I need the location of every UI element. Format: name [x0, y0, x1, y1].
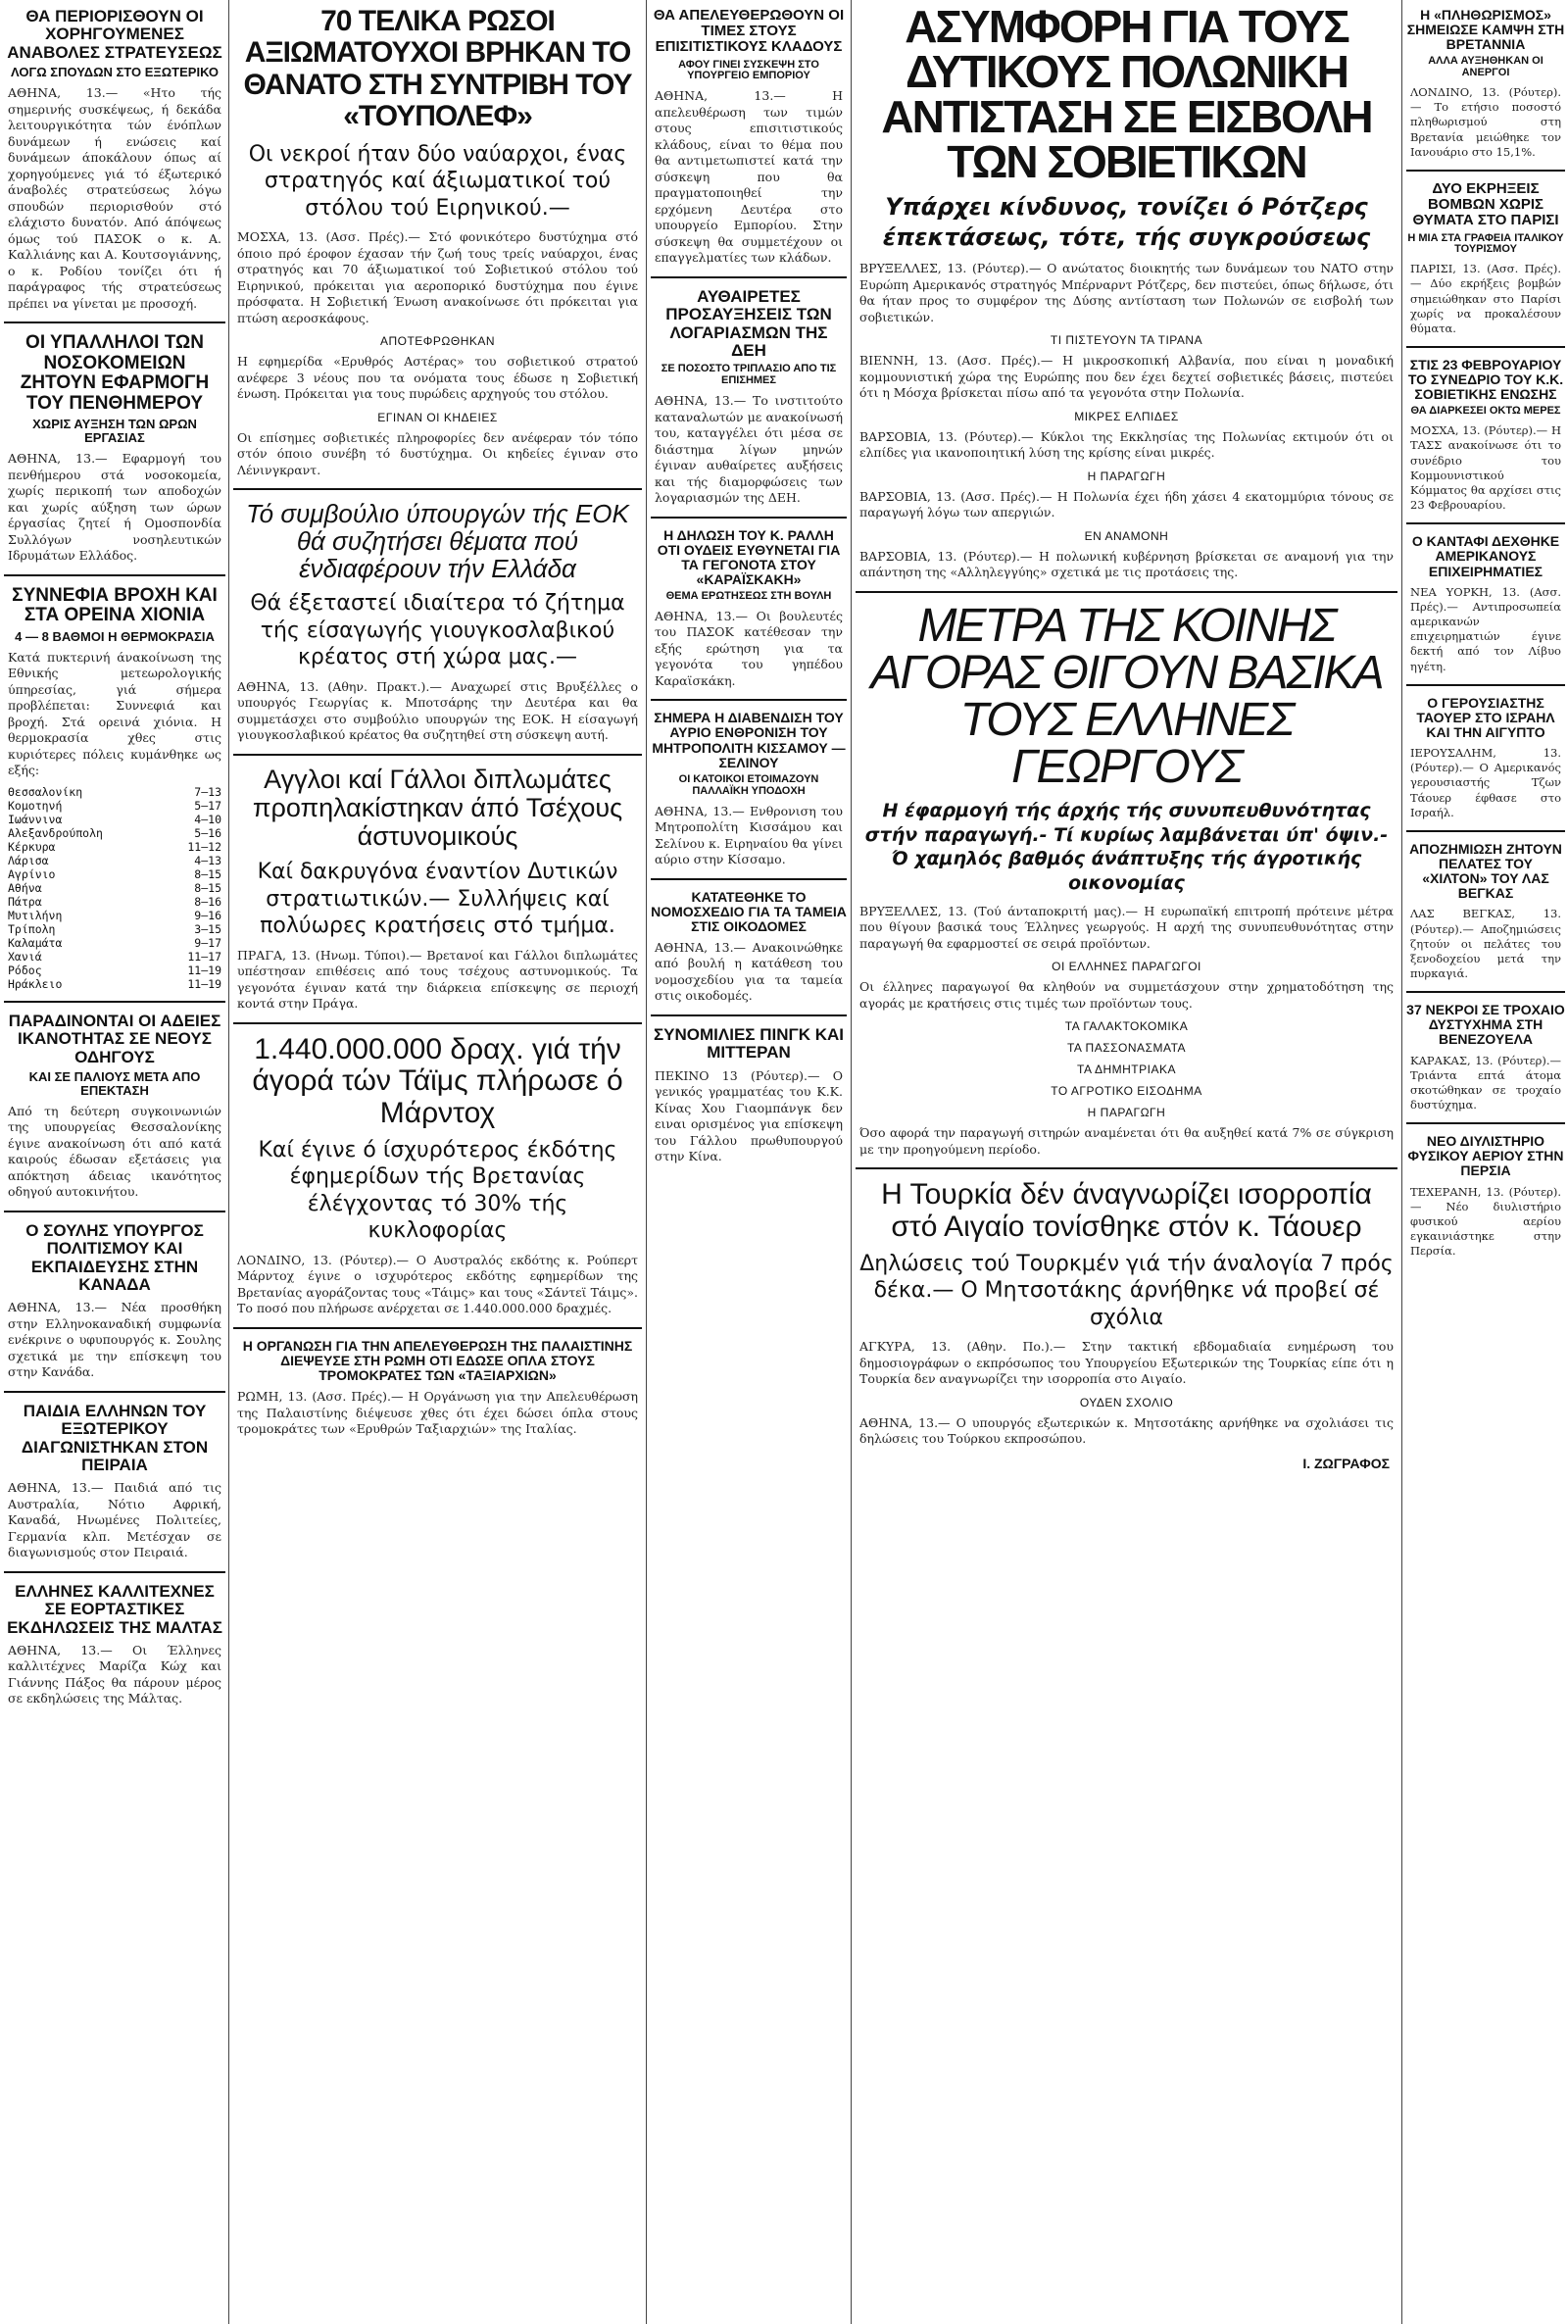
article-polish-resistance: ΒΡΥΞΕΛΛΕΣ, 13. (Ρόυτερ).— Ο ανώτατος διοικητής των δυνάμεων του ΝΑΤΟ στην Ευρώπη Αμερικανός στρατηγός Μπέρναρντ Ρότζερς, δεν πιστεύει, όπως δήλωσε, ότι θα ήταν προς το συμφέρον της Δύσης αντίσταση των Πολωνών σε εισβολή των σοβιετικών.	[859, 261, 1394, 324]
article-production-2: Όσο αφορά την παραγωγή σιτηρών αναμένεται ότι θα αυξηθεί κατά 7% σε σύγκριση με την προηγούμενη περίοδο.	[859, 1125, 1394, 1157]
headline-children-contest: ΠΑΙΔΙΑ ΕΛΛΗΝΩΝ ΤΟΥ ΕΞΩΤΕΡΙΚΟΥ ΔΙΑΓΩΝΙΣΤΗΚΑΝ ΣΤΟΝ ΠΕΙΡΑΙΑ	[21, 1401, 209, 1474]
section-funerals: ΕΓΙΝΑΝ ΟΙ ΚΗΔΕΙΕΣ	[377, 410, 498, 424]
headline-metropolitan: ΣΗΜΕΡΑ Η ΔΙΑΒΕΝΔΙΣΗ ΤΟΥ ΑΥΡΙΟ ΕΝΘΡΟΝΙΣΗ ΤΟΥ ΜΗΤΡΟΠΟΛΙΤΗ ΚΙΣΣΑΜΟΥ — ΣΕΛΙΝΟΥ	[652, 710, 846, 770]
article-no-comment: ΑΘΗΝΑ, 13.— Ο υπουργός εξωτερικών κ. Μητσοτάκης αρνήθηκε να σχολιάσει τις δηλώσεις του Τούρκου εκπροσώπου.	[859, 1414, 1394, 1447]
article-murdoch-times: ΛΟΝΔΙΝΟ, 13. (Ρόυτερ).— Ο Αυστραλός εκδότης κ. Ρούπερτ Μάρντοχ έγινε ο ισχυρότερος εκδότης εφημερίδων της Βρετανίας αγοράζοντας τους «Τάιμς» και τους «Σάντεϊ Τάιμς». Το ποσό που πλήρωσε ανέρχεται σε 1.440.000.000 δραχμές.	[237, 1252, 638, 1316]
weather-row	[4, 813, 225, 826]
divider	[1406, 1122, 1565, 1124]
divider	[1406, 522, 1565, 524]
subhead-murdoch-times: Καί έγινε ό ίσχυρότερος έκδότης έφημερίδων τής Βρετανίας έλέγχοντας τό 30% τής κυκλοφορίας	[258, 1137, 617, 1244]
divider	[4, 1001, 225, 1003]
column-5	[1406, 0, 1565, 1264]
headline-eec-farmers: ΜΕΤΡΑ ΤΗΣ ΚΟΙΝΗΣ ΑΓΟΡΑΣ ΘΙΓΟΥΝ ΒΑΣΙΚΑ ΤΟΥΣ ΕΛΛΗΝΕΣ ΓΕΩΡΓΟΥΣ	[870, 599, 1383, 793]
article-waiting: ΒΑΡΣΟΒΙΑ, 13. (Ρόυτερ).— Η πολωνική κυβέρνηση βρίσκεται σε αναμονή για την απάντηση της «Αλληλεγγύης» σχετικά με τις προτάσεις της.	[859, 548, 1394, 580]
weather-row	[4, 826, 225, 840]
subhead-weather: 4 — 8 ΒΑΘΜΟΙ Η ΘΕΡΜΟΚΡΑΣΙΑ	[15, 628, 215, 644]
weather-temp: 11—19	[187, 963, 221, 977]
article-cremated: Η εφημερίδα «Ερυθρός Αστέρας» του σοβιετικού στρατού ανέφερε 3 νέους που τα ονόματα τους έδωσε η Σοβιετική ένωση. Πρόκειται για τους πυρώδεις αρχηγούς του στόλου.	[237, 354, 638, 402]
section-small-hopes: ΜΙΚΡΕΣ ΕΛΠΙΔΕΣ	[1074, 409, 1179, 423]
article-qaddafi: ΝΕΑ ΥΟΡΚΗ, 13. (Ασσ. Πρές).— Αντιπροσωπεία αμερικανών επιχειρηματιών έγινε δεκτή από τον Λίβυο ηγέτη.	[1410, 584, 1561, 673]
column-2	[233, 0, 642, 1444]
weather-row	[4, 799, 225, 813]
section-no-comment: ΟΥΔΕΝ ΣΧΟΛΙΟ	[1079, 1395, 1174, 1409]
headline-cpsu-congress: ΣΤΙΣ 23 ΦΕΒΡΟΥΑΡΙΟΥ ΤΟ ΣΥΝΕΔΡΙΟ ΤΟΥ Κ.Κ. ΣΟΒΙΕΤΙΚΗΣ ΕΝΩΣΗΣ	[1407, 357, 1564, 403]
section-cremated: ΑΠΟΤΕΦΡΩΘΗΚΑΝ	[379, 334, 496, 349]
article-food-prices: ΑΘΗΝΑ, 13.— Η απελευθέρωση των τιμών στους επισιτιστικούς κλάδους, είναι το θέμα που θα αντιμετωπιστεί κατά την σύσκεψη που θα πραγματοποιηθεί την ερχόμενη Δευτέρα στο υπουργείο Εμπορίου. Στην σύσκεψη θα συμμετέχουν οι επαγγελματίες των κλάδων.	[655, 88, 843, 266]
divider	[651, 878, 847, 880]
article-small-hopes: ΒΑΡΣΟΒΙΑ, 13. (Ρόυτερ).— Κύκλοι της Εκκλησίας της Πολωνίας εκτιμούν ότι οι ελπίδες για ικανοποιητική λύση της κρίσης είναι μικρές.	[859, 428, 1394, 461]
headline-polish-resistance: ΑΣΥΜΦΟΡΗ ΓΙΑ ΤΟΥΣ ΔΥΤΙΚΟΥΣ ΠΟΛΩΝΙΚΗ ΑΝΤΙΣΤΑΣΗ ΣΕ ΕΙΣΒΟΛΗ ΤΩΝ ΣΟΒΙΕΤΙΚΩΝ	[881, 1, 1372, 187]
divider	[651, 699, 847, 701]
article-turkey-aegean: ΑΓΚΥΡΑ, 13. (Αθην. Πο.).— Στην τακτική εβδομαδιαία ενημέρωση του δημοσιογράφων ο εκπρόσωπος του Υπουργείου Εξωτερικών της Τουρκίας είπε ότι η Τουρκία δεν αναγνωρίζει την ισορροπία στο Αιγαίο.	[859, 1339, 1394, 1387]
article-persia-refinery: ΤΕΧΕΡΑΝΗ, 13. (Ρόυτερ).— Νέο διυλιστήριο φυσικού αερίου εγκαινιάστηκε στην Περσία.	[1410, 1184, 1561, 1259]
divider	[233, 754, 642, 756]
divider	[4, 1391, 225, 1393]
subhead-hospital-staff: ΧΩΡΙΣ ΑΥΞΗΣΗ ΤΩΝ ΩΡΩΝ ΕΡΓΑΣΙΑΣ	[32, 417, 197, 446]
weather-row	[4, 840, 225, 854]
weather-city: Χανιά	[8, 949, 42, 964]
divider	[4, 574, 225, 576]
weather-city: Αγρίνιο	[8, 866, 56, 881]
divider	[651, 276, 847, 278]
article-deferments: ΑΘΗΝΑ, 13.— «Ητο τής σημερινής συσκέψεως, ή δεκάδα λειτουργικότητα τών ένόπλων δυνάμεων ή ενώσεις καί δυνάμεων άποκάλουν όπως αί χορηγούμενες γιά τό έξωτερικό άναβολές στρατεύσεως λόγω σπουδών περιορισθούν στό ελάχιστο δυνατόν. Από άπόψεως όμως τού ΠΑΣΟΚ ο κ. Α. Καλλιάνης και Α. Κουτσογιάννης, ο κ. Ροδίου τονίζει ότι ή παράγραφος τής στρατεύσεως πρέπει να γίνεται με προσοχή.	[8, 85, 221, 311]
weather-city: Μυτιλήνη	[8, 908, 63, 922]
article-funerals: Οι επίσημες σοβιετικές πληροφορίες δεν ανέφεραν τόν τόπο στόν όποιο συνέβη τό δυστύχημα. Οι κηδείες έγιναν στο Λένινγκραντ.	[237, 429, 638, 477]
subhead-deferments: ΛΟΓΩ ΣΠΟΥΔΩΝ ΣΤΟ ΕΞΩΤΕΡΙΚΟ	[11, 65, 219, 80]
article-ping-mitterrand: ΠΕΚΙΝΟ 13 (Ρόυτερ).— Ο γενικός γραμματέας του Κ.Κ. Κίνας Χου Γιαομπάνγκ δεν ειναι ορισμένος για επίσκεψη του Γάλλου πρωθυπουργού στην Κίνα.	[655, 1067, 843, 1164]
column-rule-4	[1401, 0, 1402, 2324]
subhead-eec-council: Θά έξεταστεί ιδιαίτερα τό ζήτημα τής είσαγωγής γιουγκοσλαβικού κρέατος στή χώρα μας.—	[250, 591, 625, 670]
weather-temp: 4—10	[194, 812, 221, 826]
headline-construction-funds: ΚΑΤΑΤΕΘΗΚΕ ΤΟ ΝΟΜΟΣΧΕΔΙΟ ΓΙΑ ΤΑ ΤΑΜΕΙΑ ΣΤΙΣ ΟΙΚΟΔΟΜΕΣ	[651, 888, 847, 934]
headline-dei-bills: ΑΥΘΑΙΡΕΤΕΣ ΠΡΟΣΑΥΞΗΣΕΙΣ ΤΩΝ ΛΟΓΑΡΙΑΣΜΩΝ ΤΗΣ ΔΕΗ	[665, 286, 832, 360]
weather-row	[4, 922, 225, 936]
headline-plo-rome: Η ΟΡΓΑΝΩΣΗ ΓΙΑ ΤΗΝ ΑΠΕΛΕΥΘΕΡΩΣΗ ΤΗΣ ΠΑΛΑΙΣΤΙΝΗΣ ΔΙΕΨΕΥΣΕ ΣΤΗ ΡΩΜΗ ΟΤΙ ΕΔΩΣΕ ΟΠΛΑ ΣΤΟΥΣ ΤΡΟΜΟΚΡΑΤΕΣ ΤΩΝ «ΤΑΞΙΑΡΧΙΩΝ»	[242, 1337, 633, 1384]
article-tupolev-crash: ΜΟΣΧΑ, 13. (Ασσ. Πρές).— Στό φονικότερο δυστύχημα στό όποιο πρό έροφον έχασαν τήν ζωή τους τρείς ναύαρχοι, ένας στρατηγός και 70 άξιωματικοί τού Σοβιετικού στόλου τού Ειρηνικού, πρόκειται για αεροπορικό δυστύχημα που έγινε πρόσφατα. Η Σοβιετική Ένωση ανακοίνωσε ότι πρόκειται για πτώση αεροσκάφους.	[237, 229, 638, 325]
headline-hilton-vegas: ΑΠΟΖΗΜΙΩΣΗ ΖΗΤΟΥΝ ΠΕΛΑΤΕΣ ΤΟΥ «ΧΙΛΤΟΝ» ΤΟΥ ΛΑΣ ΒΕΓΚΑΣ	[1409, 840, 1562, 902]
headline-inflation-britain: Η «ΠΛΗΘΩΡΙΣΜΟΣ» ΣΗΜΕΙΩΣΕ ΚΑΜΨΗ ΣΤΗ ΒΡΕΤΑΝΝΙΑ	[1406, 7, 1565, 53]
weather-temp: 5—17	[194, 798, 221, 813]
weather-temp: 5—16	[194, 825, 221, 840]
section-farm-income: ΤΟ ΑΓΡΟΤΙΚΟ ΕΙΣΟΔΗΜΑ	[1051, 1084, 1202, 1099]
section-market: ΤΑ ΠΑΣΣΟΝΑΣΜΑΤΑ	[1066, 1041, 1187, 1056]
article-greek-producers: Οι έλληνες παραγωγοί θα κληθούν να συμμετάσχουν στην χρηματοδότηση της αγοράς με κρατήσεις στις τιμές των προϊόντων τους.	[859, 979, 1394, 1011]
headline-venezuela-crash: 37 ΝΕΚΡΟΙ ΣΕ ΤΡΟΧΑΙΟ ΔΥΣΤΥΧΗΜΑ ΣΤΗ ΒΕΝΕΖΟΥΕΛΑ	[1406, 1002, 1565, 1048]
article-hospital-staff: ΑΘΗΝΑ, 13.— Εφαρμογή του πενθήμερου στά νοσοκομεία, χωρίς περικοπή των αποδοχών και χωρίς αύξηση των ώρων έργασίας ζητεί ή Ομοσπονδία Συλλόγων νοσηλευτικών Ιδρυμάτων Ελλάδος.	[8, 451, 221, 564]
section-waiting: ΕΝ ΑΝΑΜΟΝΗ	[1084, 528, 1169, 543]
headline-food-prices: ΘΑ ΑΠΕΛΕΥΘΕΡΩΘΟΥΝ ΟΙ ΤΙΜΕΣ ΣΤΟΥΣ ΕΠΙΣΙΤΙΣΤΙΚΟΥΣ ΚΛΑΔΟΥΣ	[653, 7, 845, 56]
column-rule-2	[646, 0, 647, 2324]
subhead-food-prices: ΑΦΟΥ ΓΙΝΕΙ ΣΥΣΚΕΨΗ ΣΤΟ ΥΠΟΥΡΓΕΙΟ ΕΜΠΟΡΙΟΥ	[678, 58, 819, 82]
article-driving-licences: Από τη δεύτερη συγκοινωνιών της υπουργείας Θεσσαλονίκης έγινε ανακοίνωση ότι από κατά καιρούς έδωσαν εξετάσεις για απόκτηση άδειας ικανότητος οδηγού αυτοκινήτου.	[8, 1103, 221, 1200]
headline-deferments: ΘΑ ΠΕΡΙΟΡΙΣΘΟΥΝ ΟΙ ΧΟΡΗΓΟΥΜΕΝΕΣ ΑΝΑΒΟΛΕΣ ΣΤΡΑΤΕΥΣΕΩΣ	[7, 7, 222, 62]
headline-murdoch-times: 1.440.000.000 δραχ. γιά τήν άγορά τών Τάϊμς πλήρωσε ό Μάρντοχ	[252, 1032, 623, 1129]
article-malta-artists: ΑΘΗΝΑ, 13.— Οι Έλληνες καλλιτέχνες Μαρίζα Κώχ και Γιάννης Πάξος θα πάρουν μέρος σε εκδηλώσεις της Μάλτας.	[8, 1642, 221, 1706]
divider	[1406, 684, 1565, 686]
headline-paris-bombs: ΔΥΟ ΕΚΡΗΞΕΙΣ ΒΟΜΒΩΝ ΧΩΡΙΣ ΘΥΜΑΤΑ ΣΤΟ ΠΑΡΙΣΙ	[1412, 179, 1559, 229]
article-eec-farmers: ΒΡΥΞΕΛΛΕΣ, 13. (Τού άνταποκριτή μας).— Η ευρωπαϊκή επιτροπή πρότεινε μέτρα που θίγουν βασικά τους Έλληνες γεωργούς. Η αρχή της συνυπευθυνότητας στην παραγωγή θα εφαρμοστεί σε σειρά προϊόντων.	[859, 903, 1394, 951]
weather-city: Θεσσαλονίκη	[8, 784, 83, 799]
weather-table	[4, 785, 225, 991]
weather-city: Τρίπολη	[8, 921, 56, 936]
subhead-inflation-britain: ΑΛΛΑ ΑΥΞΗΘΗΚΑΝ ΟΙ ΑΝΕΡΓΟΙ	[1428, 55, 1544, 79]
weather-temp: 8—15	[194, 866, 221, 881]
article-venezuela-crash: ΚΑΡΑΚΑΣ, 13. (Ρόυτερ).— Τριάντα επτά άτομα σκοτώθηκαν σε τροχαίο δυστύχημα.	[1410, 1053, 1561, 1113]
weather-city: Κέρκυρα	[8, 839, 56, 854]
article-cpsu-congress: ΜΟΣΧΑ, 13. (Ρόυτερ).— Η ΤΑΣΣ ανακοίνωσε ότι το συνέδριο του Κομμουνιστικού Κόμματος θα αρχίσει στις 23 Φεβρουαρίου.	[1410, 423, 1561, 513]
subhead-paris-bombs: Η ΜΙΑ ΣΤΑ ΓΡΑΦΕΙΑ ΙΤΑΛΙΚΟΥ ΤΟΥΡΙΣΜΟΥ	[1407, 231, 1564, 256]
weather-row	[4, 867, 225, 881]
divider	[1406, 346, 1565, 348]
weather-city: Ιωάννινα	[8, 812, 63, 826]
section-dairy: ΤΑ ΓΑΛΑΚΤΟΚΟΜΙΚΑ	[1064, 1019, 1189, 1034]
headline-weather: ΣΥΝΝΕΦΙΑ ΒΡΟΧΗ ΚΑΙ ΣΤΑ ΟΡΕΙΝΑ ΧΙΟΝΙΑ	[12, 584, 218, 626]
article-paris-bombs: ΠΑΡΙΣΙ, 13. (Ασσ. Πρές).— Δύο εκρήξεις βομβών σημειώθηκαν στο Παρίσι χωρίς να προκαλέσουν θύματα.	[1410, 262, 1561, 335]
divider	[1406, 830, 1565, 832]
section-tirana: ΤΙ ΠΙΣΤΕΥΟΥΝ ΤΑ ΤΙΡΑΝΑ	[1050, 333, 1203, 348]
column-rule-3	[851, 0, 852, 2324]
weather-row	[4, 950, 225, 964]
headline-driving-licences: ΠΑΡΑΔΙΝΟΝΤΑΙ ΟΙ ΑΔΕΙΕΣ ΙΚΑΝΟΤΗΤΑΣ ΣΕ ΝΕΟΥΣ ΟΔΗΓΟΥΣ	[8, 1011, 221, 1066]
weather-city: Πάτρα	[8, 894, 42, 909]
headline-persia-refinery: ΝΕΟ ΔΙΥΛΙΣΤΗΡΙΟ ΦΥΣΙΚΟΥ ΑΕΡΙΟΥ ΣΤΗΝ ΠΕΡΣΙΑ	[1407, 1133, 1564, 1179]
article-plo-rome: ΡΩΜΗ, 13. (Ασσ. Πρές).— Η Οργάνωση για την Απελευθέρωση της Παλαιστίνης διέψευσε χθες ότι έχει δώσει όπλα στους τρομοκράτες των «Ερυθρών Ταξιαρχιών» της Ιταλίας.	[237, 1389, 638, 1437]
weather-row	[4, 936, 225, 950]
headline-diplomats-prague: Αγγλοι καί Γάλλοι διπλωμάτες προπηλακίστηκαν άπό Τσέχους άστυνομικούς	[252, 764, 623, 852]
headline-hospital-staff: ΟΙ ΥΠΑΛΛΗΛΟΙ ΤΩΝ ΝΟΣΟΚΟΜΕΙΩΝ ΖΗΤΟΥΝ ΕΦΑΡΜΟΓΗ ΤΟΥ ΠΕΝΘΗΜΕΡΟΥ	[20, 332, 210, 414]
subhead-dei-bills: ΣΕ ΠΟΣΟΣΤΟ ΤΡΙΠΛΑΣΙΟ ΑΠΟ ΤΙΣ ΕΠΙΣΗΜΕΣ	[661, 363, 837, 387]
headline-rallis-karaiskaki: Η ΔΗΛΩΣΗ ΤΟΥ Κ. ΡΑΛΛΗ ΟΤΙ ΟΥΔΕΙΣ ΕΥΘΥΝΕΤΑΙ ΓΙΑ ΤΑ ΓΕΓΟΝΟΤΑ ΣΤΟΥ «ΚΑΡΑΪΣΚΑΚΗ»	[657, 526, 841, 587]
section-production-2: Η ΠΑΡΑΓΩΓΗ	[1087, 1106, 1166, 1120]
article-children-contest: ΑΘΗΝΑ, 13.— Παιδιά από τις Αυστραλία, Νότιο Αφρική, Καναδά, Ηνωμένες Πολιτείες, Γερμανία κλπ. Μετέσχαν σε διαγωνισμούς στον Πειραιά.	[8, 1480, 221, 1560]
section-production: Η ΠΑΡΑΓΩΓΗ	[1087, 469, 1166, 483]
article-tower-israel: ΙΕΡΟΥΣΑΛΗΜ, 13. (Ρόυτερ).— Ο Αμερικανός γερουσιαστής Τζων Τάουερ έφθασε στο Ισραήλ.	[1410, 746, 1561, 819]
divider	[856, 1167, 1397, 1169]
weather-city: Ηράκλειο	[8, 976, 63, 991]
article-construction-funds: ΑΘΗΝΑ, 13.— Ανακοινώθηκε από βουλή η κατάθεση του νομοσχεδίου για τα ταμεία στις οικοδομές.	[655, 939, 843, 1004]
weather-row	[4, 854, 225, 867]
headline-ping-mitterrand: ΣΥΝΟΜΙΛΙΕΣ ΠΙΝΓΚ ΚΑΙ ΜΙΤΤΕΡΑΝ	[653, 1024, 845, 1063]
article-diplomats-prague: ΠΡΑΓΑ, 13. (Ηνωμ. Τύποι).— Βρετανοί και Γάλλοι διπλωμάτες υπέστησαν επιθέσεις από τους τσέχους αστυνομικούς. Τα γεγονότα έγιναν κατά την διάρκεια επίσκεψης σε περιοχή κοντά στην Πράγα.	[237, 947, 638, 1012]
article-tirana: ΒΙΕΝΝΗ, 13. (Ασσ. Πρές).— Η μικροσκοπική Αλβανία, που είναι η μοναδική κομμουνιστική χώρα της Ευρώπης που δεν έχει δεχτεί σοβιετικές βάσεις, πιστεύει ότι η Μόσχα βρίσκεται πίσω από τα γεγονότα στην Πολωνία.	[859, 353, 1394, 401]
divider	[651, 1014, 847, 1016]
article-rallis-karaiskaki: ΑΘΗΝΑ, 13.— Οι βουλευτές του ΠΑΣΟΚ κατέθεσαν την εξής ερώτηση για τα γεγονότα του γηπέδου Καραϊσκάκη.	[655, 608, 843, 688]
divider	[4, 1211, 225, 1212]
weather-temp: 11—12	[187, 839, 221, 854]
column-1	[4, 0, 225, 1713]
divider	[233, 488, 642, 490]
article-weather: Κατά πυκτερινή άνακοίνωση της Εθνικής μετεωρολογικής ύπηρεσίας, γιά σήμερα προβλέπεται: Συννεφιά και βροχή. Στά ορεινά χιόνια. Η θερμοκρασία χθες στις κυριότερες πόλεις κυμάνθηκε ως εξής:	[8, 649, 221, 778]
weather-city: Λάρισα	[8, 853, 49, 867]
headline-tower-israel: Ο ΓΕΡΟΥΣΙΑΣΤΗΣ ΤΑΟΥΕΡ ΣΤΟ ΙΣΡΑΗΛ ΚΑΙ ΤΗΝ ΑΙΓΥΠΤΟ	[1416, 694, 1555, 740]
headline-eec-council: Τό συμβούλιο ύπουργών τής ΕΟΚ θά συζητήσει θέματα πού ένδιαφέρουν τήν Ελλάδα	[246, 499, 629, 584]
subhead-tupolev-crash: Οι νεκροί ήταν δύο ναύαρχοι, ένας στρατηγός καί άξιωματικοί τού στόλου τού Ειρηνικού.—	[248, 141, 627, 221]
divider	[1406, 170, 1565, 172]
divider	[1406, 991, 1565, 993]
weather-temp: 9—17	[194, 935, 221, 950]
weather-temp: 8—15	[194, 880, 221, 895]
article-eec-council: ΑΘΗΝΑ, 13. (Αθην. Πρακτ.).— Αναχωρεί στις Βρυξέλλες ο υπουργός Γεωργίας κ. Μποτσάρης την Δευτέρα και θα συμμετάσχει στο συμβούλιο υπουργών της ΕΟΚ. Η είσαγωγή γιουγκοσλαβικού κρέατος θα συζητηθεί στη σύσκεψη αυτή.	[237, 678, 638, 743]
headline-malta-artists: ΕΛΛΗΝΕΣ ΚΑΛΛΙΤΕΧΝΕΣ ΣΕ ΕΟΡΤΑΣΤΙΚΕΣ ΕΚΔΗΛΩΣΕΙΣ ΤΗΣ ΜΑΛΤΑΣ	[7, 1581, 222, 1637]
article-inflation-britain: ΛΟΝΔΙΝΟ, 13. (Ρόυτερ).— Το ετήσιο ποσοστό πληθωρισμού στη Βρετανία μειώθηκε τον Ιανουάριο στο 15,1%.	[1410, 85, 1561, 159]
weather-city: Αλεξανδρούπολη	[8, 825, 103, 840]
subhead-polish-resistance: Υπάρχει κίνδυνος, τονίζει ό Ρότζερς έπεκτάσεως, τότε, τής συγκρούσεως	[882, 193, 1371, 252]
weather-city: Αθήνα	[8, 880, 42, 895]
article-hilton-vegas: ΛΑΣ ΒΕΓΚΑΣ, 13. (Ρόυτερ).— Αποζημιώσεις ζητούν οι πελάτες του ξενοδοχείου μετά την πυρκαγιά.	[1410, 907, 1561, 981]
subhead-diplomats-prague: Καί δακρυγόνα έναντίον Δυτικών στρατιωτικών.— Συλλήψεις καί πολύωρες κρατήσεις στό τμήμα.	[257, 860, 618, 939]
subhead-driving-licences: ΚΑΙ ΣΕ ΠΑΛΙΟΥΣ ΜΕΤΑ ΑΠΟ ΕΠΕΚΤΑΣΗ	[28, 1068, 201, 1098]
weather-row	[4, 881, 225, 895]
article-production: ΒΑΡΣΟΒΙΑ, 13. (Ασσ. Πρές).— Η Πολωνία έχει ήδη χάσει 4 εκατομμύρια τόνους σε παραγωγή λόγω των απεργιών.	[859, 488, 1394, 520]
divider	[4, 1571, 225, 1573]
weather-temp: 3—15	[194, 921, 221, 936]
author-signature: Ι. ΖΩΓΡΑΦΟΣ	[1302, 1455, 1390, 1471]
headline-turkey-aegean: Η Τουρκία δέν άναγνωρίζει ισορροπία στό Αιγαίο τονίσθηκε στόν κ. Τάουερ	[881, 1178, 1372, 1243]
divider	[856, 591, 1397, 593]
subhead-turkey-aegean: Δηλώσεις τού Τουρκμέν γιά τήν άναλογία 7 πρός δέκα.— Ο Μητσοτάκης άρνήθηκε νά προβεί σέ σχόλια	[859, 1251, 1394, 1330]
weather-temp: 9—16	[194, 908, 221, 922]
headline-tupolev-crash: 70 ΤΕΛΙΚΑ ΡΩΣΟΙ ΑΞΙΩΜΑΤΟΥΧΟΙ ΒΡΗΚΑΝ ΤΟ ΘΑΝΑΤΟ ΣΤΗ ΣΥΝΤΡΙΒΗ ΤΟΥ «ΤΟΥΠΟΛΕΦ»	[243, 5, 632, 133]
article-metropolitan: ΑΘΗΝΑ, 13.— Ενθρονιση του Μητροπολίτη Κισσάμου και Σελίνου κ. Ειρηναίου θα γίνει αύριο στην Κίσσαμο.	[655, 803, 843, 866]
weather-row	[4, 785, 225, 799]
weather-row	[4, 909, 225, 922]
subhead-eec-farmers: Η έφαρμογή τής άρχής τής συνυπευθυνότητας στήν παραγωγή.- Τί κυρίως λαμβάνεται ύπ' όψιν.- Ό χαμηλός βαθμός άνάπτυξης τής άγροτικής οικονομίας	[864, 799, 1389, 894]
subhead-rallis-karaiskaki: ΘΕΜΑ ΕΡΩΤΗΣΕΩΣ ΣΤΗ ΒΟΥΛΗ	[665, 589, 832, 602]
weather-row	[4, 977, 225, 991]
column-4	[856, 0, 1397, 1479]
article-soulis-canada: ΑΘΗΝΑ, 13.— Νέα προσθήκη στην Ελληνοκαναδική συμφωνία ενέκρινε ο υφυπουργός κ. Σουλης σχετικά με την επίσκεψη του στην Κανάδα.	[8, 1300, 221, 1380]
divider	[4, 321, 225, 323]
column-rule-1	[228, 0, 229, 2324]
divider	[233, 1327, 642, 1329]
weather-temp: 11—19	[187, 976, 221, 991]
subhead-metropolitan: ΟΙ ΚΑΤΟΙΚΟΙ ΕΤΟΙΜΑΖΟΥΝ ΠΑΛΛΑΪΚΗ ΥΠΟΔΟΧΗ	[678, 772, 819, 797]
weather-city: Ρόδος	[8, 963, 42, 977]
headline-soulis-canada: Ο ΣΟΥΛΗΣ ΥΠΟΥΡΓΟΣ ΠΟΛΙΤΙΣΜΟΥ ΚΑΙ ΕΚΠΑΙΔΕΥΣΗΣ ΣΤΗΝ ΚΑΝΑΔΑ	[25, 1220, 204, 1295]
section-greek-producers: ΟΙ ΕΛΛΗΝΕΣ ΠΑΡΑΓΩΓΟΙ	[1052, 960, 1201, 974]
weather-city: Κομοτηνή	[8, 798, 63, 813]
article-dei-bills: ΑΘΗΝΑ, 13.— Το ινστιτούτο καταναλωτών με ανακοίνωσή του, καταγγέλει ότι μέσα σε διάστημα λίγων μηνών έγιναν αυθαίρετες αυξήσεις και τής διαμορφώσεις των λογαριασμών της ΔΕΗ.	[655, 393, 843, 505]
weather-temp: 8—16	[194, 894, 221, 909]
subhead-cpsu-congress: ΘΑ ΔΙΑΡΚΕΣΕΙ ΟΚΤΩ ΜΕΡΕΣ	[1410, 405, 1561, 418]
column-3	[651, 0, 847, 1171]
divider	[651, 517, 847, 519]
weather-row	[4, 895, 225, 909]
section-cereals: ΤΑ ΔΗΜΗΤΡΙΑΚΑ	[1077, 1063, 1176, 1077]
divider	[233, 1022, 642, 1024]
headline-qaddafi: Ο ΚΑΝΤΑΦΙ ΔΕΧΘΗΚΕ ΑΜΕΡΙΚΑΝΟΥΣ ΕΠΙΧΕΙΡΗΜΑΤΙΕΣ	[1411, 533, 1560, 579]
weather-city: Καλαμάτα	[8, 935, 63, 950]
weather-temp: 11—17	[187, 949, 221, 964]
weather-temp: 4—13	[194, 853, 221, 867]
weather-temp: 7—13	[194, 784, 221, 799]
weather-row	[4, 964, 225, 977]
